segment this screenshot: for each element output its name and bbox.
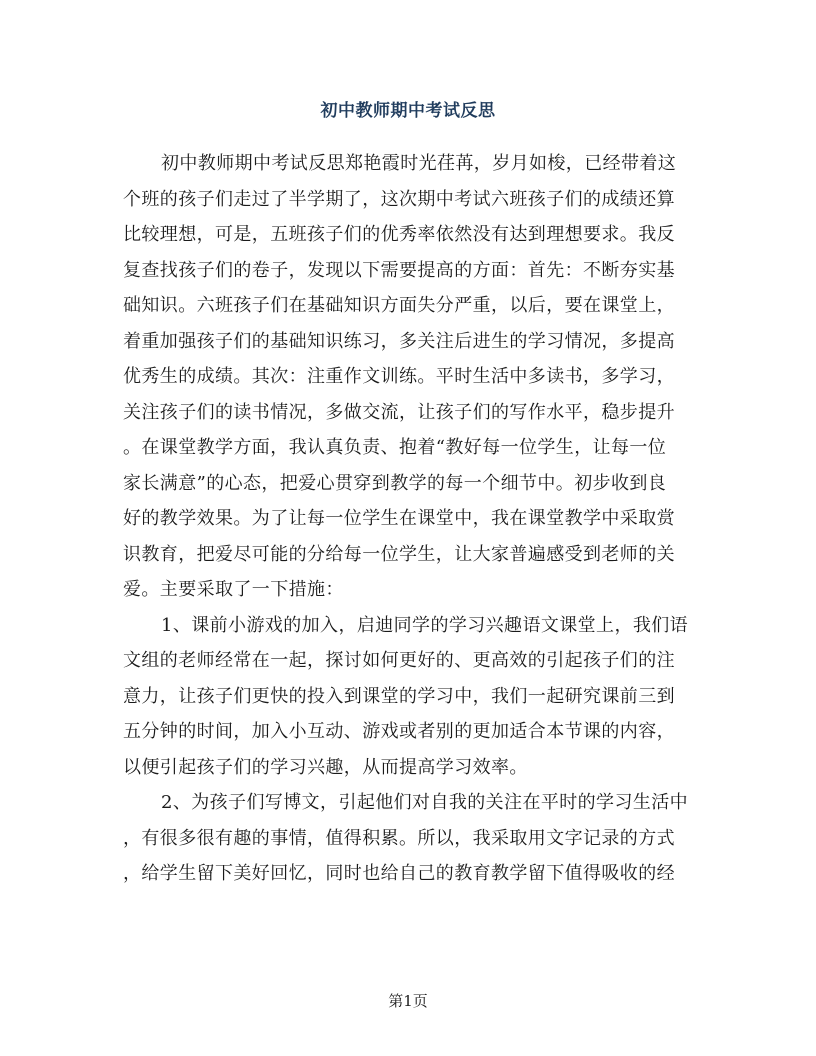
document-body (123, 146, 693, 892)
paragraph-line: ，给学生留下美好回忆，同时也给自己的教育教学留下值得吸收的经 (123, 863, 675, 884)
paragraph-line: 复查找孩子们的卷子，发现以下需要提高的方面：首先：不断夯实基 (123, 259, 675, 281)
paragraph-line: 比较理想，可是，五班孩子们的优秀率依然没有达到理想要求。我反 (123, 224, 675, 245)
paragraph-line: 2、为孩子们写博文，引起他们对自我的关注在平时的学习生活中 (161, 792, 689, 813)
paragraph-line: 关注孩子们的读书情况，多做交流，让孩子们的写作水平，稳步提升 (123, 401, 675, 423)
paragraph-line: 础知识。六班孩子们在基础知识方面失分严重，以后，要在课堂上， (123, 295, 675, 316)
document-title: 初中教师期中考试反思 (320, 101, 496, 121)
paragraph-line: 。在课堂教学方面，我认真负责、抱着“教好每一位学生，让每一位 (123, 437, 667, 458)
paragraph-line: 意力，让孩子们更快的投入到课堂的学习中，我们一起研究课前三到 (123, 685, 675, 707)
paragraph-line: 家长满意”的心态，把爱心贯穿到教学的每一个细节中。初步收到良 (123, 472, 667, 494)
paragraph-line: 着重加强孩子们的基础知识练习，多关注后进生的学习情况，多提高 (123, 330, 675, 352)
paragraph-line: 初中教师期中考试反思郑艳霞时光荏苒，岁月如梭，已经带着这 (161, 153, 677, 174)
paragraph-line: 个班的孩子们走过了半学期了，这次期中考试六班孩子们的成绩还算 (123, 188, 675, 210)
paragraph-line: 优秀生的成绩。其次：注重作文训练。平时生活中多读书，多学习， (123, 366, 675, 387)
paragraph-line: 五分钟的时间，加入小互动、游戏或者别的更加适合本节课的内容， (123, 721, 675, 742)
paragraph-line: 识教育，把爱尽可能的分给每一位学生，让大家普遍感受到老师的关 (123, 543, 675, 565)
paragraph-line: ，有很多很有趣的事情，值得积累。所以，我采取用文字记录的方式 (123, 827, 675, 849)
paragraph-line: 爱。主要采取了一下措施： (123, 579, 344, 600)
paragraph-line: 好的教学效果。为了让每一位学生在课堂中，我在课堂教学中采取赏 (123, 508, 675, 529)
paragraph-line: 1、课前小游戏的加入，启迪同学的学习兴趣语文课堂上，我们语 (161, 614, 689, 636)
paragraph-line: 以便引起孩子们的学习兴趣，从而提高学习效率。 (123, 756, 528, 778)
page-number: 第1页 (388, 992, 428, 1010)
paragraph-line: 文组的老师经常在一起，探讨如何更好的、更高效的引起孩子们的注 (123, 650, 675, 671)
